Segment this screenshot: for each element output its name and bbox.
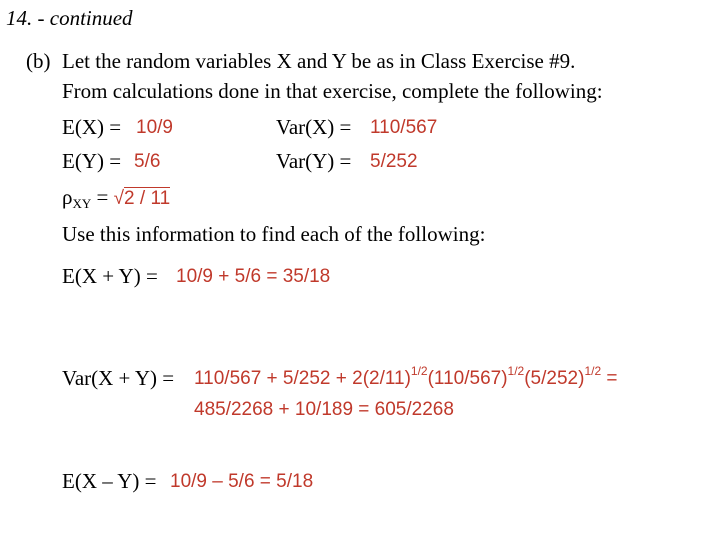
sum-var-term-2: (110/567) xyxy=(427,368,508,389)
ex-label: E(X) = xyxy=(62,115,122,139)
sum-var-label: Var(X + Y) = xyxy=(62,366,175,390)
ey-value: 5/6 xyxy=(134,151,161,172)
instruction: Use this information to find each of the following: xyxy=(62,222,486,246)
varx-value: 110/567 xyxy=(370,117,438,138)
rho-value: 2 / 11 xyxy=(124,188,171,209)
page-title xyxy=(6,8,133,29)
ex-value: 10/9 xyxy=(136,117,173,138)
sqrt-icon: √ xyxy=(113,188,125,209)
sum-var-exp-1: 1/2 xyxy=(410,364,428,378)
rho-equals: = xyxy=(96,185,109,209)
sum-var-term-4: = xyxy=(601,368,618,389)
varx-label: Var(X) = xyxy=(276,115,352,139)
ey-label: E(Y) = xyxy=(62,149,122,173)
vary-value: 5/252 xyxy=(370,151,418,172)
sum-var-term-3: (5/252) xyxy=(524,368,585,389)
intro-line-2: From calculations done in that exercise, complete the following: xyxy=(62,79,603,103)
diff-mean-value: 10/9 – 5/6 = 5/18 xyxy=(170,471,314,492)
sum-mean-label: E(X + Y) = xyxy=(62,264,158,288)
sum-var-exp-3: 1/2 xyxy=(584,364,602,378)
correlation-row xyxy=(62,185,171,211)
vary-label: Var(Y) = xyxy=(276,149,352,173)
sum-var-value xyxy=(194,364,618,389)
rho-subscript: XY xyxy=(72,196,92,211)
part-label: (b) xyxy=(26,49,51,73)
rho-symbol: ρ xyxy=(62,185,73,209)
title-text: 14. - continued xyxy=(6,6,133,30)
intro-line-1: Let the random variables X and Y be as in Class Exercise #9. xyxy=(62,49,576,73)
sum-var-exp-2: 1/2 xyxy=(507,364,525,378)
sum-var-line-2: 485/2268 + 10/189 = 605/2268 xyxy=(194,399,454,420)
diff-mean-label: E(X – Y) = xyxy=(62,469,157,493)
sum-var-term-1: 110/567 + 5/252 + 2(2/11) xyxy=(194,368,411,389)
sum-mean-value: 10/9 + 5/6 = 35/18 xyxy=(176,266,331,287)
